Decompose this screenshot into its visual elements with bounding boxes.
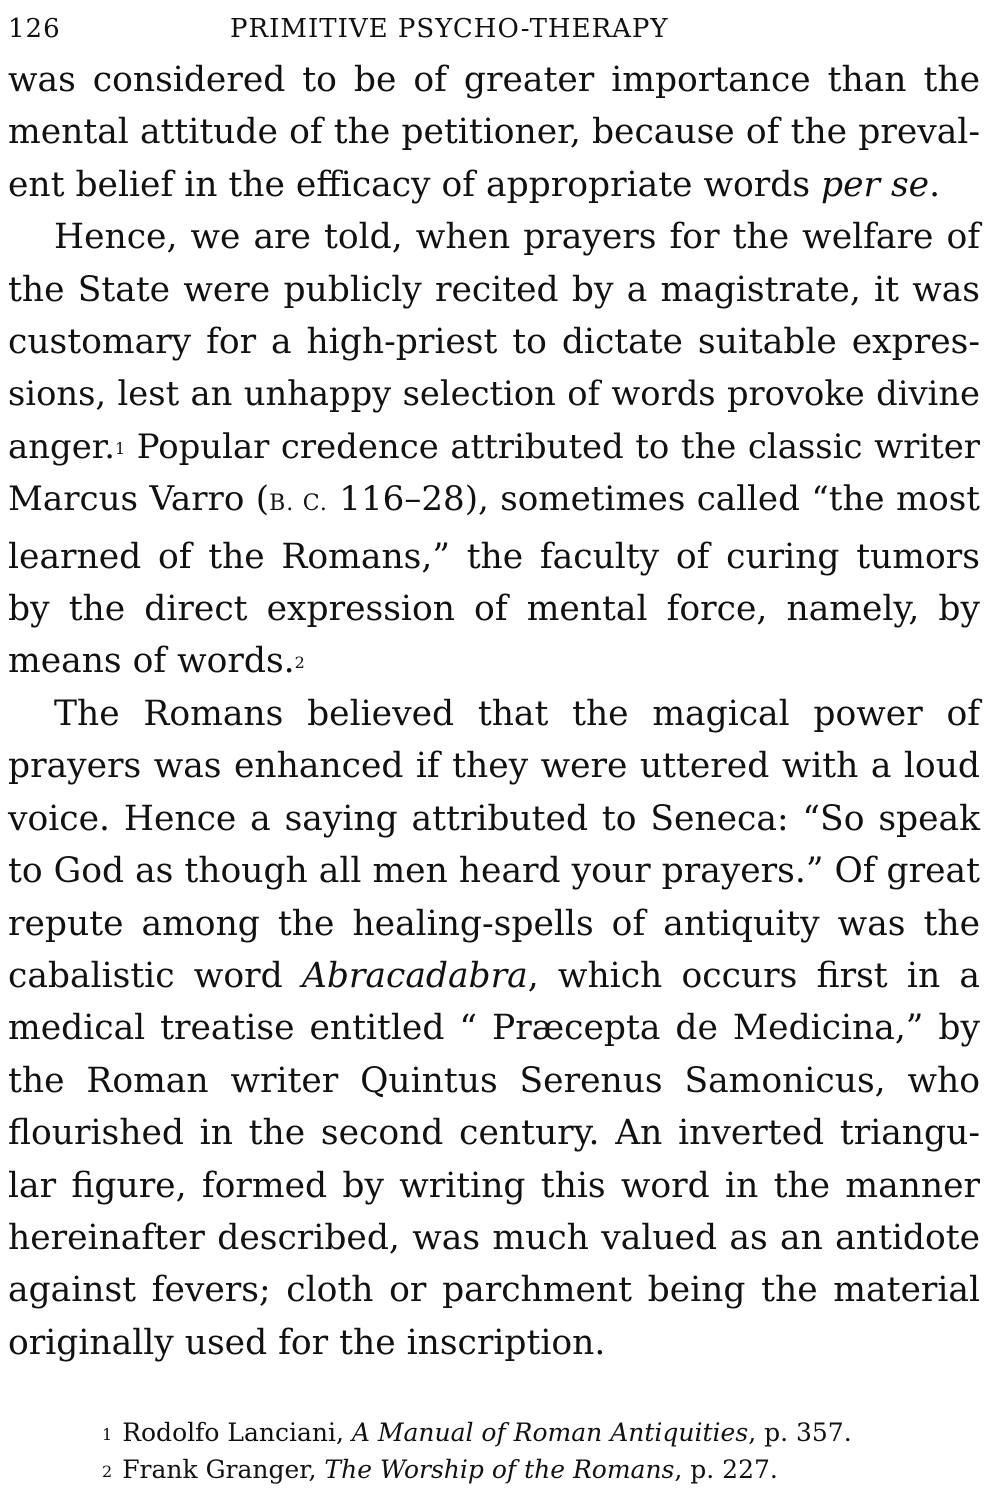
small-caps-abbrev: B. C.	[269, 491, 328, 517]
paragraph-2	[8, 211, 980, 688]
text-line: learned of the Romans,” the faculty of curing tumors	[8, 536, 980, 577]
footnote-2	[102, 1451, 852, 1488]
paragraph-3	[8, 688, 980, 1369]
footnote-mark: 1	[102, 1425, 113, 1444]
text-segment: means of words.	[8, 641, 295, 682]
book-page	[8, 8, 980, 1369]
text-line: the State were publicly recited by a magistrate, it was	[8, 269, 980, 310]
text-segment: , which occurs first in a	[527, 955, 980, 996]
text-line: voice. Hence a saying attributed to Seneca: “So speak	[8, 798, 980, 839]
text-line: hereinafter described, was much valued as an antidote	[8, 1217, 980, 1258]
footnote-work: A Manual of Roman Antiquities	[351, 1418, 749, 1447]
text-line: to God as though all men heard your prayers.” Of great	[8, 851, 980, 892]
text-line: against fevers; cloth or parchment being the material	[8, 1270, 980, 1311]
text-line: repute among the healing-spells of antiquity was the	[8, 903, 980, 944]
italic-word: Abracadabra	[301, 955, 528, 996]
text-line: The Romans believed that the magical power of	[54, 693, 980, 734]
text-line: prayers was enhanced if they were uttered with a loud	[8, 746, 980, 787]
text-line	[8, 473, 980, 530]
running-head	[8, 8, 980, 52]
text-segment: anger.	[8, 426, 116, 466]
text-line	[8, 950, 980, 1002]
text-line: mental attitude of the petitioner, because of the preval-	[8, 112, 980, 153]
italic-phrase: per se	[821, 164, 930, 205]
text-segment: ent belief in the efficacy of appropriate words	[8, 164, 811, 205]
footnote-author: Rodolfo Lanciani,	[122, 1418, 352, 1447]
footnote-ref-1: 1	[115, 438, 126, 458]
text-line: by the direct expression of mental force, namely, by	[8, 589, 980, 630]
footnote-ref-2: 2	[294, 653, 305, 673]
text-line: the Roman writer Quintus Serenus Samonicus, who	[8, 1060, 980, 1101]
text-line: Hence, we are told, when prayers for the welfare of	[54, 217, 980, 258]
text-line	[8, 635, 980, 687]
text-line	[8, 159, 980, 211]
text-line: was considered to be of greater importance than the	[8, 60, 980, 100]
footnotes	[102, 1414, 852, 1488]
text-segment: .	[929, 164, 941, 205]
text-segment: Marcus Varro (	[8, 479, 270, 520]
text-line: lar figure, formed by writing this word in the manner	[8, 1165, 980, 1206]
page-number: 126	[8, 14, 61, 44]
text-line: customary for a high-priest to dictate suitable expres-	[8, 322, 980, 363]
text-line	[8, 421, 980, 473]
paragraph-1	[8, 54, 980, 211]
footnote-author: Frank Granger,	[122, 1455, 325, 1484]
text-line: sions, lest an unhappy selection of words provoke divine	[8, 374, 980, 414]
text-segment: 116–28), sometimes called “the most	[327, 479, 980, 520]
text-segment: cabalistic word	[8, 955, 302, 996]
footnote-page: , p. 357.	[748, 1418, 852, 1447]
footnote-1	[102, 1414, 852, 1451]
text-segment: Popular credence attributed to the classic writer	[125, 426, 980, 466]
text-line: medical treatise entitled “ Præcepta de Medicina,” by	[8, 1008, 980, 1049]
footnote-mark: 2	[102, 1462, 113, 1481]
running-title: PRIMITIVE PSYCHO-THERAPY	[230, 14, 669, 44]
footnote-page: , p. 227.	[674, 1455, 778, 1484]
text-line: originally used for the inscription.	[8, 1322, 606, 1363]
footnote-work: The Worship of the Romans	[324, 1455, 675, 1484]
text-line: flourished in the second century. An inverted triangu-	[8, 1113, 980, 1154]
